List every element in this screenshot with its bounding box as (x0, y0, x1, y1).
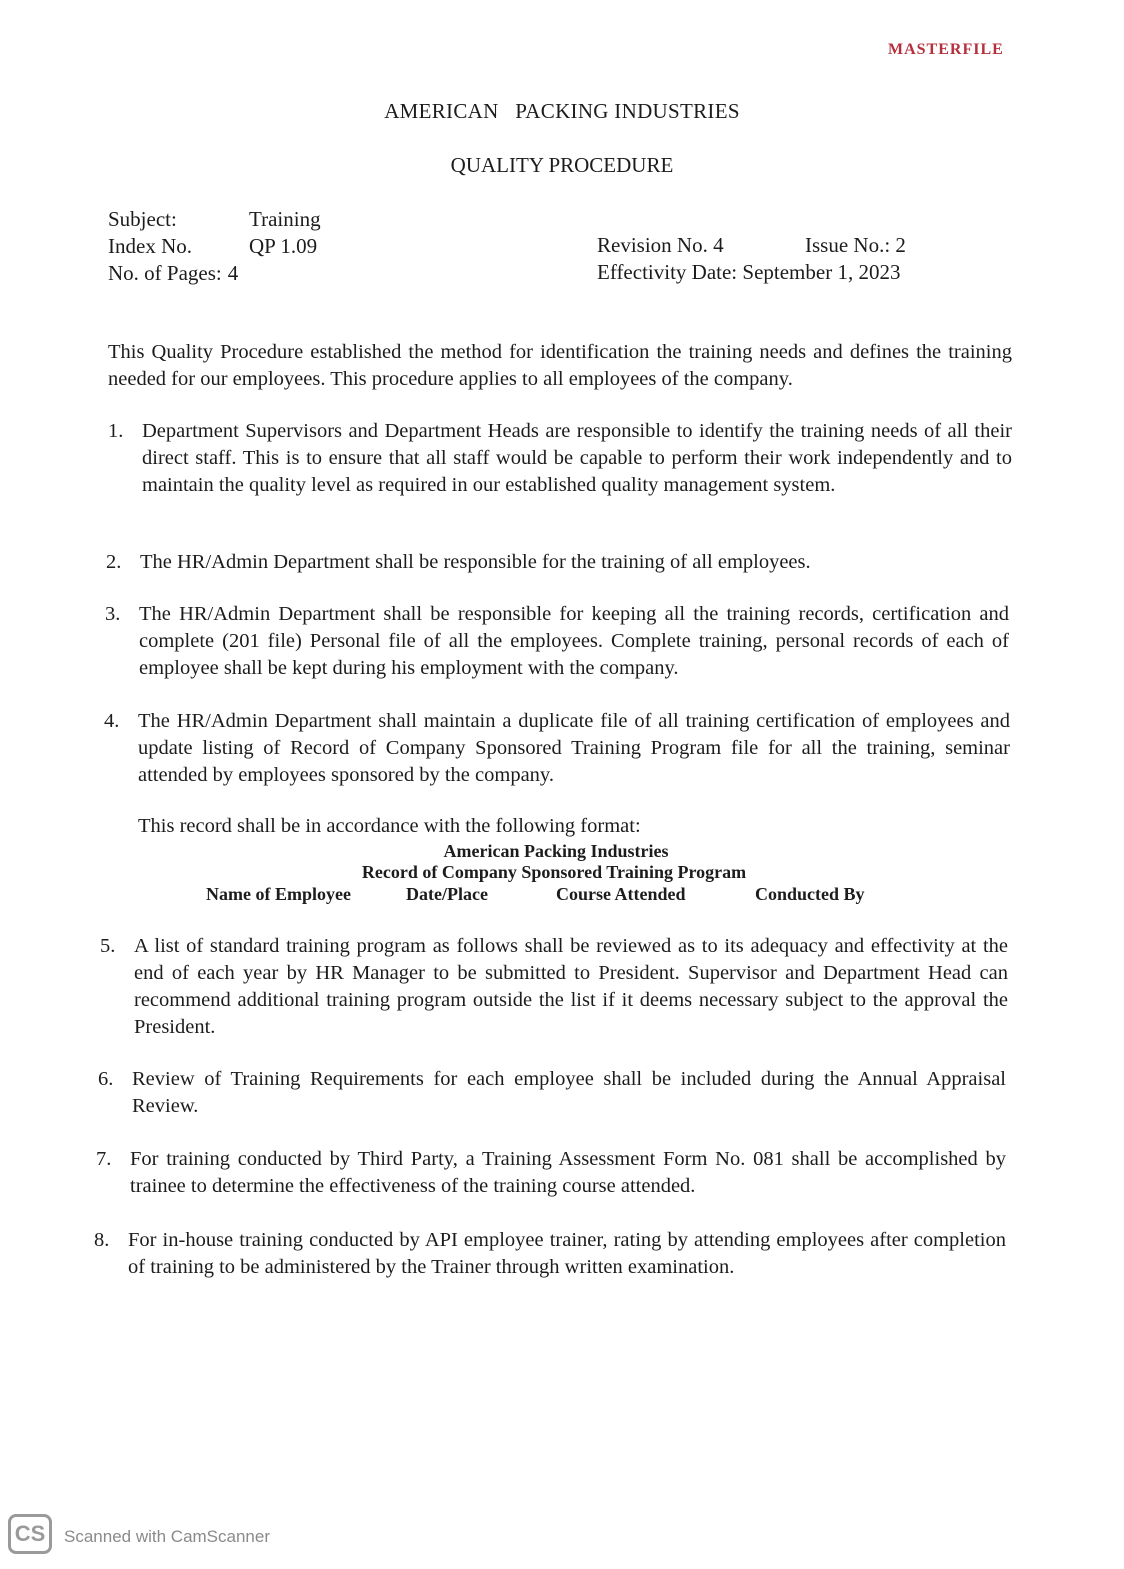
item-text: Review of Training Requirements for each employee shall be included during the Annual Appraisal Review. (132, 1068, 1006, 1117)
revision-number: Revision No. 4 (597, 233, 724, 257)
item-text: A list of standard training program as follows shall be reviewed as to its adequacy and effectivity at the end of each year by HR Manager to be submitted to President. Supervisor and Department Head can recommend additional training program outside the list if it deems necessary subject to the approval the President. (134, 935, 1008, 1038)
document-meta-left (108, 206, 321, 287)
index-value: QP 1.09 (249, 234, 318, 258)
item-text: For in-house training conducted by API employee trainer, rating by attending employees after completion of training to be administered by the Trainer through written examination. (128, 1229, 1006, 1278)
record-format-title: Record of Company Sponsored Training Program (361, 862, 747, 882)
record-format-company: American Packing Industries (443, 841, 669, 861)
camscanner-watermark: Scanned with CamScanner (64, 1527, 271, 1546)
subject-label: Subject: (108, 207, 177, 231)
column-date-place: Date/Place (406, 884, 488, 904)
column-name-of-employee: Name of Employee (206, 884, 351, 904)
subject-row (108, 206, 321, 233)
pages-label: No. of Pages: (108, 261, 222, 285)
masterfile-stamp: MASTERFILE (888, 41, 1004, 58)
item-text: The HR/Admin Department shall be responsible for the training of all employees. (140, 551, 811, 573)
index-row (108, 233, 321, 260)
issue-number: Issue No.: 2 (805, 233, 906, 257)
item-text: For training conducted by Third Party, a Training Assessment Form No. 081 shall be accomplished by trainee to determine the effectiveness of the training course attended. (130, 1148, 1006, 1197)
record-format-intro: This record shall be in accordance with the following format: (138, 815, 641, 837)
document-type-title: QUALITY PROCEDURE (450, 153, 674, 177)
intro-paragraph: This Quality Procedure established the method for identification the training needs and defines the training needed for our employees. This procedure applies to all employees of the company. (108, 341, 1012, 390)
effectivity-row (597, 259, 906, 286)
item-number: 6. (98, 1068, 114, 1090)
effectivity-date: Effectivity Date: September 1, 2023 (597, 260, 901, 284)
item-number: 5. (100, 935, 116, 957)
subject-value: Training (249, 207, 321, 231)
item-number: 7. (96, 1148, 112, 1170)
item-number: 4. (104, 710, 120, 732)
item-text: The HR/Admin Department shall maintain a duplicate file of all training certification of employees and update listing of Record of Company Sponsored Training Program file for all the training, seminar attended by employees sponsored by the company. (138, 710, 1010, 786)
column-conducted-by: Conducted By (755, 884, 865, 904)
item-number: 8. (94, 1229, 110, 1251)
pages-row (108, 260, 321, 287)
item-text: The HR/Admin Department shall be responsible for keeping all the training records, certification and complete (201 file) Personal file of all the employees. Complete training, personal records of each of employee shall be kept during his employment with the company. (139, 603, 1009, 679)
column-course-attended: Course Attended (556, 884, 686, 904)
item-number: 2. (106, 551, 122, 573)
company-name: AMERICAN PACKING INDUSTRIES (384, 99, 740, 123)
document-meta-right (597, 232, 906, 286)
item-number: 3. (105, 603, 121, 625)
pages-value: 4 (227, 261, 239, 285)
camscanner-logo-icon: CS (8, 1514, 52, 1554)
revision-row (597, 232, 906, 259)
item-number: 1. (108, 420, 124, 442)
item-text: Department Supervisors and Department Heads are responsible to identify the training needs of all their direct staff. This is to ensure that all staff would be capable to perform their work independently and to maintain the quality level as required in our established quality management system. (142, 420, 1012, 496)
index-label: Index No. (108, 234, 192, 258)
